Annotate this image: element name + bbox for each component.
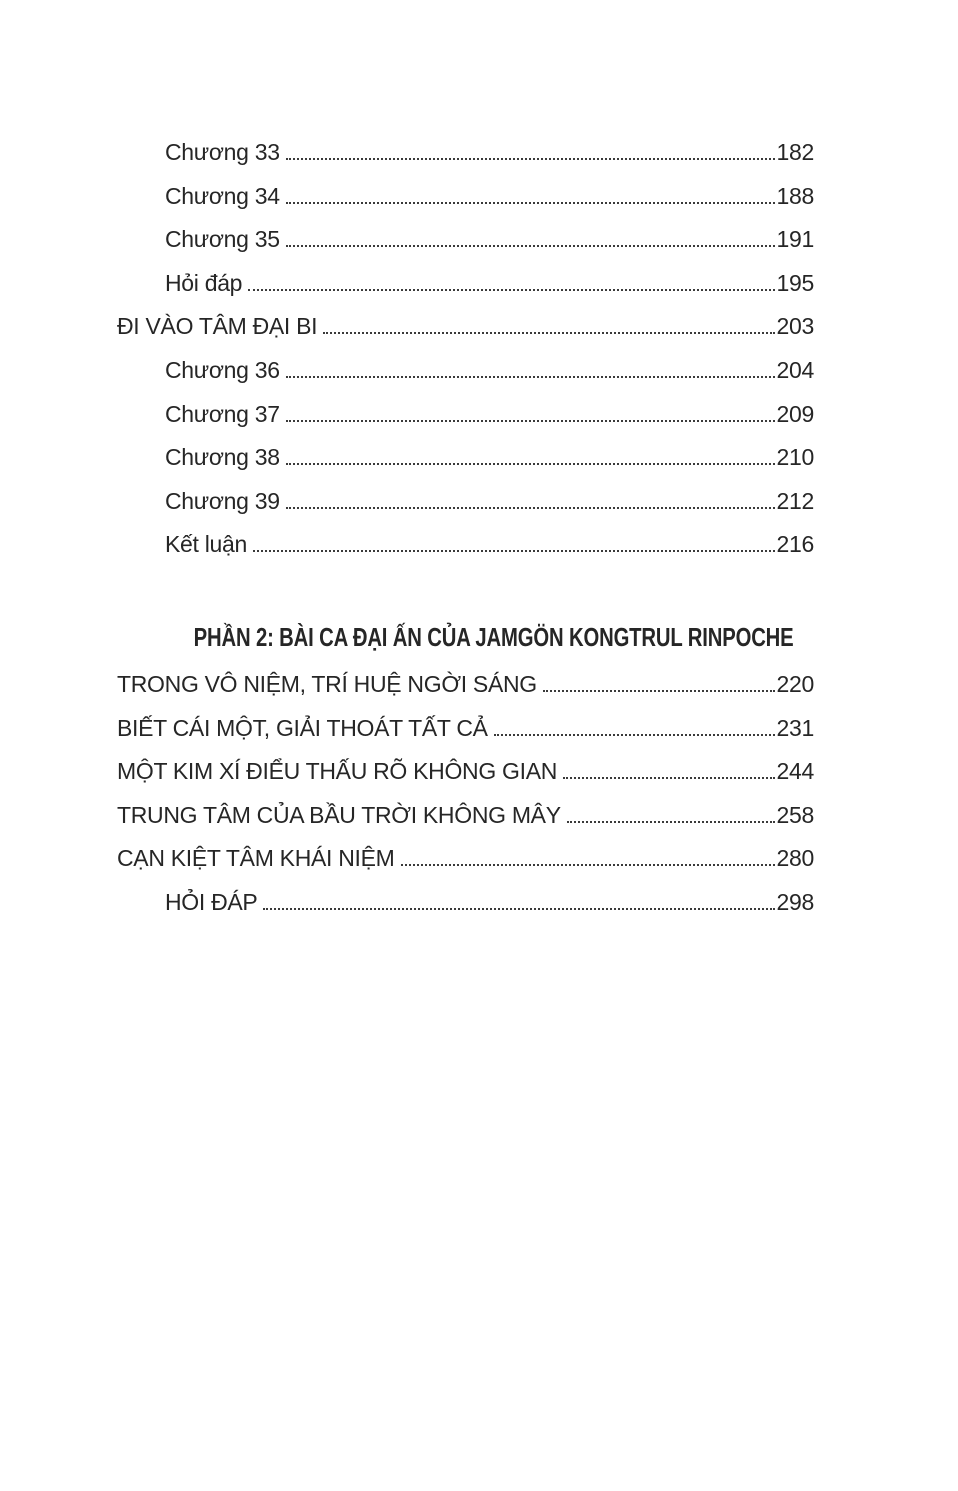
toc-entry [117,881,814,925]
toc-entry [117,663,814,707]
dot-leader [563,777,774,779]
dot-leader [286,376,775,378]
toc-entry-title: Chương 34 [165,182,280,209]
dot-leader [263,908,774,910]
toc-entry [117,349,814,393]
toc-entry-title: Hỏi đáp [165,269,243,296]
toc-entry [117,131,814,175]
toc-entry-page: 204 [776,356,814,383]
toc-entry-page: 182 [776,139,814,165]
toc-entry-page: 216 [776,531,814,558]
dot-leader [286,463,775,465]
toc-entry-title: Chương 37 [165,400,280,427]
dot-leader [248,289,774,291]
toc-entry [117,794,814,838]
toc-entry-page: 210 [776,444,814,471]
toc-entry [117,436,814,480]
toc-entry-page: 258 [776,801,814,828]
toc-entry-title: HỎI ĐÁP [165,888,258,915]
toc-entry-title: BIẾT CÁI MỘT, GIẢI THOÁT TẤT CẢ [117,714,488,741]
dot-leader [286,245,775,247]
toc-entry [117,523,814,567]
toc-entry [117,175,814,219]
dot-leader [286,158,775,160]
toc-entry-title: TRONG VÔ NIỆM, TRÍ HUỆ NGỜI SÁNG [117,670,537,697]
toc-entry [117,750,814,794]
toc-entry-page: 244 [776,758,814,785]
dot-leader [253,550,775,552]
dot-leader [286,420,775,422]
toc-entry [117,480,814,524]
toc-entry-title: Kết luận [165,531,247,558]
toc-entry-title: Chương 39 [165,487,280,514]
toc-entry-page: 191 [776,226,814,253]
dot-leader [543,690,775,692]
toc-entry-title: Chương 36 [165,356,280,383]
toc-entry-page: 188 [776,182,814,209]
toc-entry [117,837,814,881]
part2-heading: PHẦN 2: BÀI CA ĐẠI ẤN CỦA JAMGÖN KONGTRUL RINPOCHE [193,621,794,652]
dot-leader [494,734,775,736]
table-of-contents [117,131,814,925]
toc-part1-list [117,131,814,567]
toc-entry-title: Chương 38 [165,444,280,471]
toc-entry-title: MỘT KIM XÍ ĐIỂU THẤU RÕ KHÔNG GIAN [117,758,558,785]
toc-entry [117,305,814,349]
toc-entry-page: 195 [776,269,814,296]
toc-entry [117,707,814,751]
dot-leader [323,332,774,334]
toc-entry-page: 298 [776,888,814,915]
toc-entry [117,393,814,437]
toc-entry [117,218,814,262]
toc-part2-list [117,663,814,925]
dot-leader [286,202,775,204]
toc-entry-title: Chương 35 [165,226,280,253]
toc-entry-page: 203 [776,313,814,340]
toc-entry-title: Chương 33 [165,139,280,165]
toc-entry [117,262,814,306]
toc-entry-page: 220 [776,670,814,697]
toc-entry-page: 212 [776,487,814,514]
toc-entry-page: 209 [776,400,814,427]
toc-entry-page: 280 [776,845,814,872]
dot-leader [401,864,775,866]
dot-leader [567,821,775,823]
toc-entry-page: 231 [776,714,814,741]
dot-leader [286,507,775,509]
toc-entry-title: TRUNG TÂM CỦA BẦU TRỜI KHÔNG MÂY [117,801,561,828]
toc-entry-title: CẠN KIỆT TÂM KHÁI NIỆM [117,845,395,872]
toc-entry-title: ĐI VÀO TÂM ĐẠI BI [117,313,318,340]
